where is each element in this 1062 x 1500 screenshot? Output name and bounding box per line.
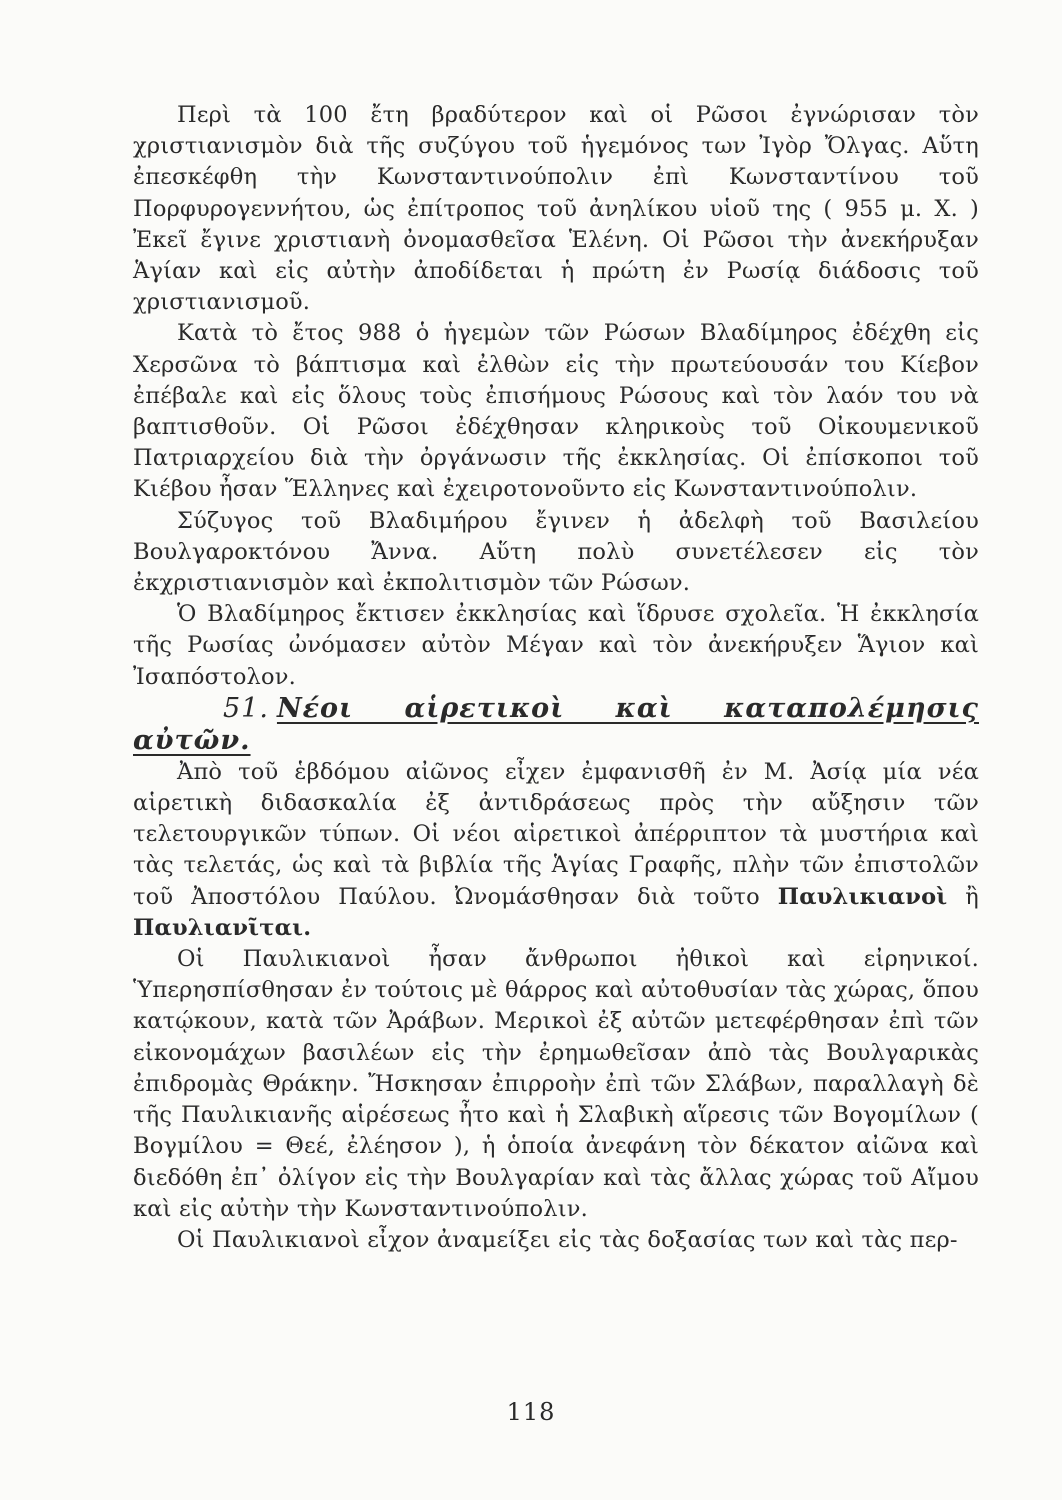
section-number: 51.	[223, 692, 269, 724]
paragraph-paulicians-doctrines: Οἱ Παυλικιανοὶ εἶχον ἀναμείξει εἰς τὰς δοξασίας των καὶ τὰς περ-	[177, 1226, 958, 1253]
paragraph-paulicians-character: Οἱ Παυλικιανοὶ ἦσαν ἄνθρωποι ἠθικοὶ καὶ εἰρηνικοί. Ὑπερησπίσθησαν ἐν τούτοις μὲ θάρρος καὶ αὐτοθυσίαν τὰς χώρας, ὅπου κατῴκουν, κατὰ τῶν Ἀράβων. Μερικοὶ ἐξ αὐτῶν μετεφέρθησαν ἐπὶ τῶν εἰκονομάχων βασιλέων εἰς τὴν ἐρημωθεῖσαν ἀπὸ τὰς Βουλγαρικὰς ἐπιδρομὰς Θράκην. Ἤσκησαν ἐπιρροὴν ἐπὶ τῶν Σλάβων, παραλλαγὴ δὲ τῆς Παυλικιανῆς αἱρέσεως ἦτο καὶ ἡ Σλαβικὴ αἵρεσις τῶν Βογομίλων ( Βογμίλου = Θεέ, ἐλέησον ), ἡ ὁποία ἀνεφάνη τὸν δέκατον αἰῶνα καὶ διεδόθη ἐπ᾽ ὀλίγον εἰς τὴν Βουλγαρίαν καὶ τὰς ἄλλας χώρας τοῦ Αἴμου καὶ εἰς αὐτὴν τὴν Κωνσταντινούπολιν.	[133, 946, 979, 1222]
conjunction-or: ἢ	[947, 883, 979, 910]
paragraph-olga: Περὶ τὰ 100 ἔτη βραδύτερον καὶ οἱ Ρῶσοι ἐγνώρισαν τὸν χριστιανισμὸν διὰ τῆς συζύγου τοῦ ἡγεμόνος των Ἰγὸρ Ὄλγας. Αὕτη ἐπεσκέφθη τὴν Κωνσταντινούπολιν ἐπὶ Κωνσταντίνου τοῦ Πορφυρογεννήτου, ὡς ἐπίτροπος τοῦ ἀνηλίκου υἱοῦ της ( 955 μ. Χ. ) Ἐκεῖ ἔγινε χριστιανὴ ὀνομασθεῖσα Ἑλένη. Οἱ Ρῶσοι τὴν ἀνεκήρυξαν Ἁγίαν καὶ εἰς αὐτὴν ἀποδίδεται ἡ πρώτη ἐν Ρωσίᾳ διάδοσις τοῦ χριστιανισμοῦ.	[133, 102, 979, 316]
section-heading	[133, 693, 979, 757]
paragraph-paulicians-origin	[133, 757, 979, 944]
paragraph-anna: Σύζυγος τοῦ Βλαδιμήρου ἔγινεν ἡ ἀδελφὴ τοῦ Βασιλείου Βουλγαροκτόνου Ἄννα. Αὕτη πολὺ συνετέλεσεν εἰς τὸν ἐκχριστιανισμὸν καὶ ἐκπολιτισμὸν τῶν Ρώσων.	[133, 507, 979, 597]
section-title: Νέοι αἱρετικοὶ καὶ καταπολέμησις αὐτῶν.	[133, 692, 979, 756]
main-text	[133, 100, 979, 1256]
term-paulikianoi: Παυλικιανοὶ	[777, 883, 948, 910]
term-paulianitai: Παυλιανῖται.	[133, 914, 312, 941]
page-number: 118	[506, 1398, 556, 1426]
paragraph-vladimir-baptism: Κατὰ τὸ ἔτος 988 ὁ ἡγεμὼν τῶν Ρώσων Βλαδίμηρος ἐδέχθη εἰς Χερσῶνα τὸ βάπτισμα καὶ ἐλθὼν εἰς τὴν πρωτεύουσάν του Κίεβον ἐπέβαλε καὶ εἰς ὅλους τοὺς ἐπισήμους Ρώσους καὶ τὸν λαόν του νὰ βαπτισθοῦν. Οἱ Ρῶσοι ἐδέχθησαν κληρικοὺς τοῦ Οἰκουμενικοῦ Πατριαρχείου διὰ τὴν ὀργάνωσιν τῆς ἐκκλησίας. Οἱ ἐπίσκοποι τοῦ Κιέβου ἦσαν Ἕλληνες καὶ ἐχειροτονοῦντο εἰς Κωνσταντινούπολιν.	[133, 320, 979, 503]
paulicians-origin-text: Ἀπὸ τοῦ ἑβδόμου αἰῶνος εἶχεν ἐμφανισθῆ ἐν Μ. Ἀσίᾳ μία νέα αἱρετικὴ διδασκαλία ἐξ ἀντιδράσεως πρὸς τὴν αὔξησιν τῶν τελετουργικῶν τύπων. Οἱ νέοι αἱρετικοὶ ἀπέρριπτον τὰ μυστήρια καὶ τὰς τελετάς, ὡς καὶ τὰ βιβλία τῆς Ἁγίας Γραφῆς, πλὴν τῶν ἐπιστολῶν τοῦ Ἀποστόλου Παύλου. Ὠνομάσθησαν διὰ τοῦτο	[133, 758, 979, 910]
paragraph-vladimir-churches: Ὁ Βλαδίμηρος ἔκτισεν ἐκκλησίας καὶ ἵδρυσε σχολεῖα. Ἡ ἐκκλησία τῆς Ρωσίας ὠνόμασεν αὐτὸν Μέγαν καὶ τὸν ἀνεκήρυξεν Ἅγιον καὶ Ἰσαπόστολον.	[133, 601, 979, 690]
